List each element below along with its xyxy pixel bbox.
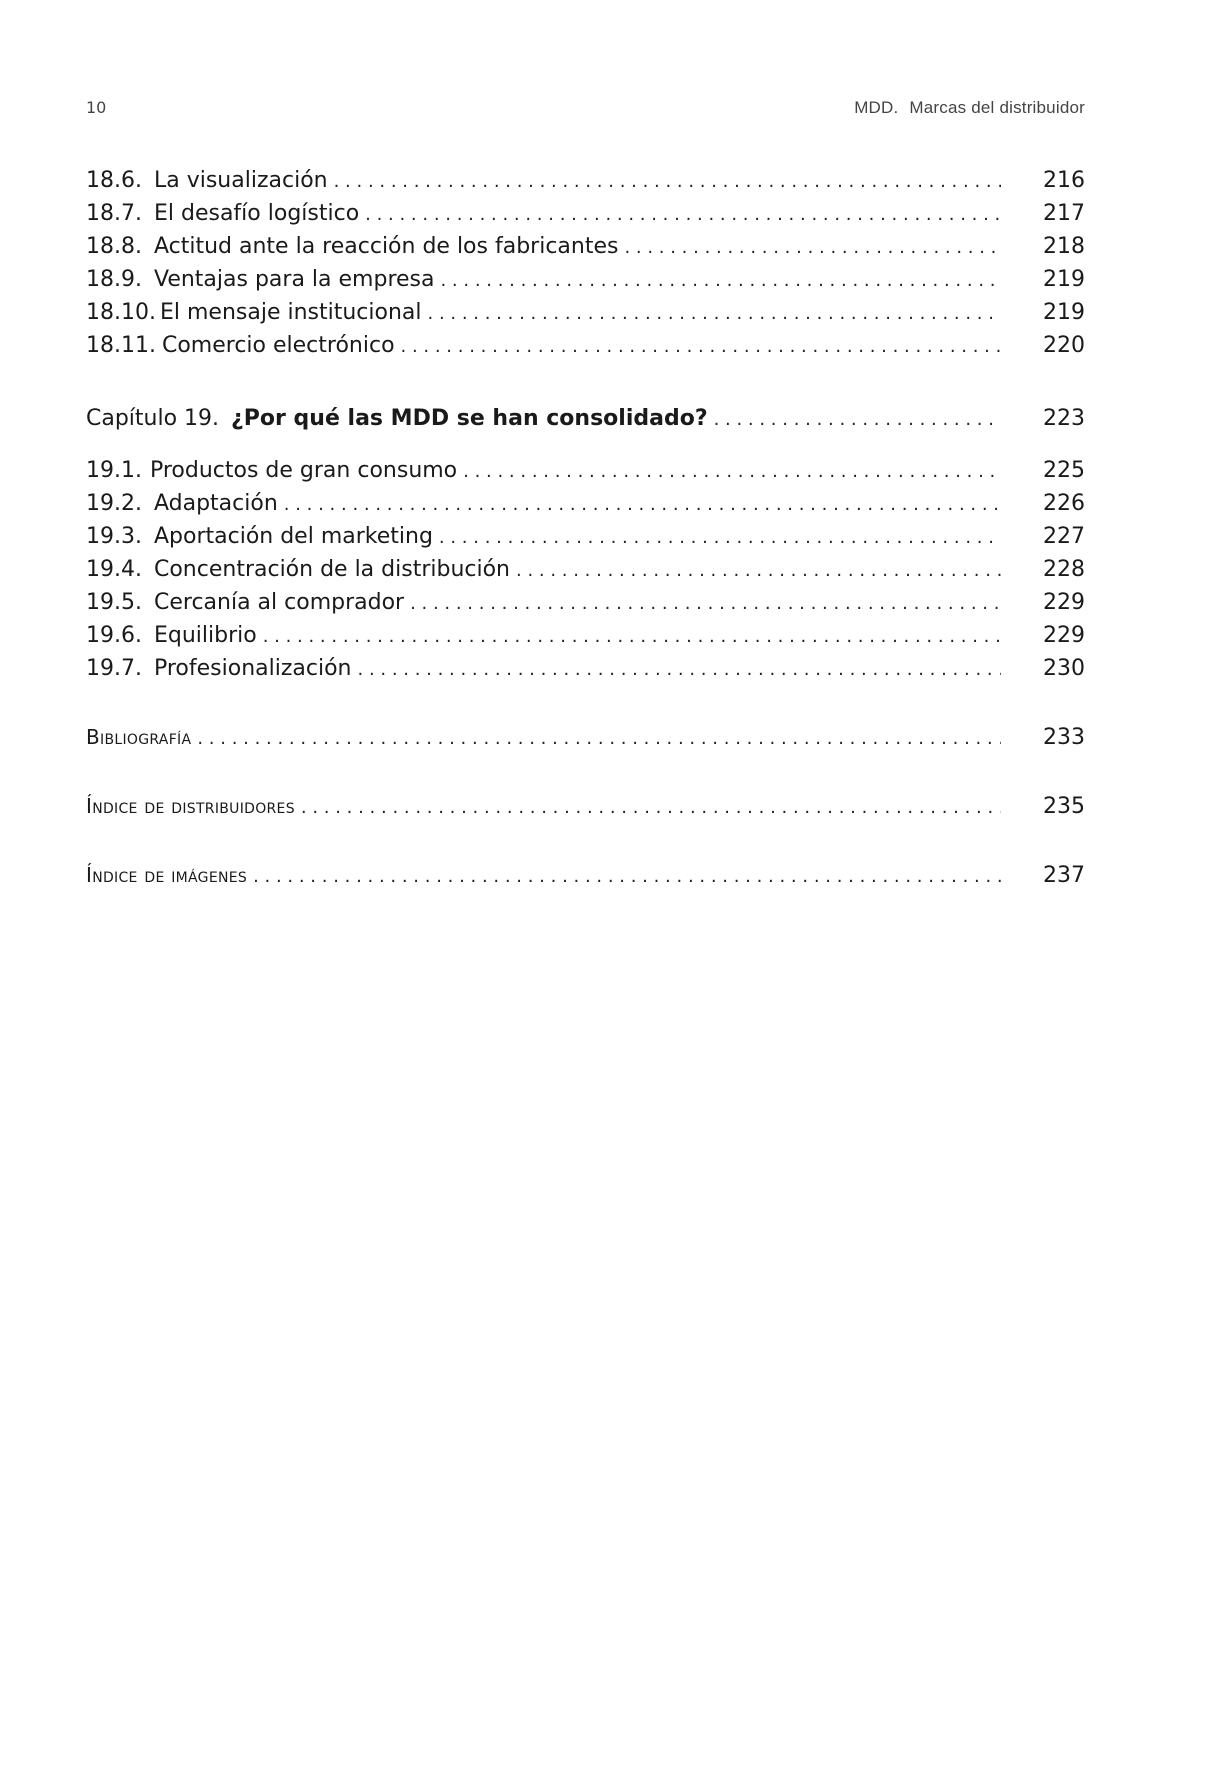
toc-entry-title: Equilibrio <box>153 623 257 648</box>
toc-entry-title: Comercio electrónico <box>161 333 395 358</box>
dot-leader <box>463 455 1001 488</box>
toc-entry-title: Concentración de la distribución <box>153 557 511 582</box>
toc-entry-page: 229 <box>1043 623 1085 648</box>
chapter-label: Capítulo 19. <box>86 406 220 431</box>
toc-entry-19-7[interactable] <box>86 652 1085 685</box>
dot-leader <box>428 297 1001 330</box>
dot-leader <box>714 403 1001 436</box>
toc-entry-number: 19.7. <box>86 656 142 681</box>
toc-entry-bibliography[interactable] <box>86 721 1085 754</box>
dot-leader <box>263 620 1001 653</box>
toc-entry-18-8[interactable] <box>86 230 1085 263</box>
toc-entry-page: 229 <box>1043 590 1085 615</box>
toc-entry-page: 223 <box>1043 406 1085 431</box>
dot-leader <box>439 521 1001 554</box>
toc-entry-page: 237 <box>1043 863 1085 888</box>
toc-entry-18-11[interactable] <box>86 329 1085 362</box>
toc-entry-title: Adaptación <box>153 491 278 516</box>
toc-entry-number: 19.2. <box>86 491 142 516</box>
toc-entry-title: Índice de imágenes <box>86 863 248 887</box>
running-head-title: Marcas del distribuidor <box>909 98 1085 117</box>
toc-entry-page: 228 <box>1043 557 1085 582</box>
toc-entry-number: 18.10. <box>86 300 156 325</box>
running-head <box>854 98 1085 118</box>
toc-entry-page: 219 <box>1043 300 1085 325</box>
toc-entry-title: El mensaje institucional <box>159 300 422 325</box>
toc-entry-distributor-index[interactable] <box>86 790 1085 823</box>
dot-leader <box>284 488 1001 521</box>
dot-leader <box>410 587 1001 620</box>
toc-entry-18-9[interactable] <box>86 263 1085 296</box>
table-of-contents <box>86 164 1085 892</box>
toc-entry-page: 220 <box>1043 333 1085 358</box>
spacer <box>86 362 1085 402</box>
toc-entry-title: La visualización <box>153 168 328 193</box>
toc-entry-page: 233 <box>1043 725 1085 750</box>
toc-entry-number: 19.3. <box>86 524 142 549</box>
dot-leader <box>365 198 1001 231</box>
toc-entry-title: Productos de gran consumo <box>149 458 458 483</box>
toc-entry-page: 230 <box>1043 656 1085 681</box>
toc-entry-number: 19.5. <box>86 590 142 615</box>
dot-leader <box>358 653 1002 686</box>
toc-entry-page: 219 <box>1043 267 1085 292</box>
spacer <box>86 685 1085 721</box>
chapter-title: ¿Por qué las MDD se han consolidado? <box>231 406 708 431</box>
toc-entry-number: 19.1. <box>86 458 142 483</box>
toc-entry-18-7[interactable] <box>86 197 1085 230</box>
toc-entry-page: 235 <box>1043 794 1085 819</box>
dot-leader <box>516 554 1001 587</box>
spacer <box>86 438 1085 454</box>
toc-entry-page: 218 <box>1043 234 1085 259</box>
toc-entry-title: Profesionalización <box>153 656 352 681</box>
toc-entry-page: 226 <box>1043 491 1085 516</box>
toc-entry-18-6[interactable] <box>86 164 1085 197</box>
toc-entry-title: El desafío logístico <box>153 201 360 226</box>
toc-entry-page: 227 <box>1043 524 1085 549</box>
toc-entry-title: Actitud ante la reacción de los fabricantes <box>153 234 619 259</box>
dot-leader <box>301 791 1001 824</box>
toc-entry-page: 217 <box>1043 201 1085 226</box>
dot-leader <box>253 860 1001 893</box>
dot-leader <box>401 330 1001 363</box>
toc-entry-title: Aportación del marketing <box>153 524 433 549</box>
spacer <box>86 754 1085 790</box>
dot-leader <box>440 264 1001 297</box>
toc-entry-title: Ventajas para la empresa <box>153 267 435 292</box>
page-number: 10 <box>86 98 107 117</box>
running-head-abbr: MDD. <box>854 98 899 117</box>
toc-entry-number: 19.6. <box>86 623 142 648</box>
toc-entry-title: Bibliografía <box>86 725 192 749</box>
toc-entry-title: Cercanía al comprador <box>153 590 405 615</box>
toc-entry-page: 216 <box>1043 168 1085 193</box>
toc-chapter-19[interactable] <box>86 402 1085 438</box>
toc-entry-number: 18.11. <box>86 333 156 358</box>
dot-leader <box>334 165 1001 198</box>
toc-entry-19-3[interactable] <box>86 520 1085 553</box>
toc-entry-number: 18.7. <box>86 201 142 226</box>
toc-entry-title: Índice de distribuidores <box>86 794 295 818</box>
spacer <box>86 823 1085 859</box>
toc-entry-19-5[interactable] <box>86 586 1085 619</box>
toc-entry-19-6[interactable] <box>86 619 1085 652</box>
toc-entry-number: 18.9. <box>86 267 142 292</box>
dot-leader <box>624 231 1001 264</box>
toc-entry-19-4[interactable] <box>86 553 1085 586</box>
toc-entry-18-10[interactable] <box>86 296 1085 329</box>
toc-entry-image-index[interactable] <box>86 859 1085 892</box>
toc-entry-19-2[interactable] <box>86 487 1085 520</box>
dot-leader <box>197 722 1001 755</box>
toc-entry-number: 19.4. <box>86 557 142 582</box>
page-header <box>86 98 1085 122</box>
toc-entry-19-1[interactable] <box>86 454 1085 487</box>
toc-entry-number: 18.6. <box>86 168 142 193</box>
toc-entry-number: 18.8. <box>86 234 142 259</box>
toc-entry-page: 225 <box>1043 458 1085 483</box>
